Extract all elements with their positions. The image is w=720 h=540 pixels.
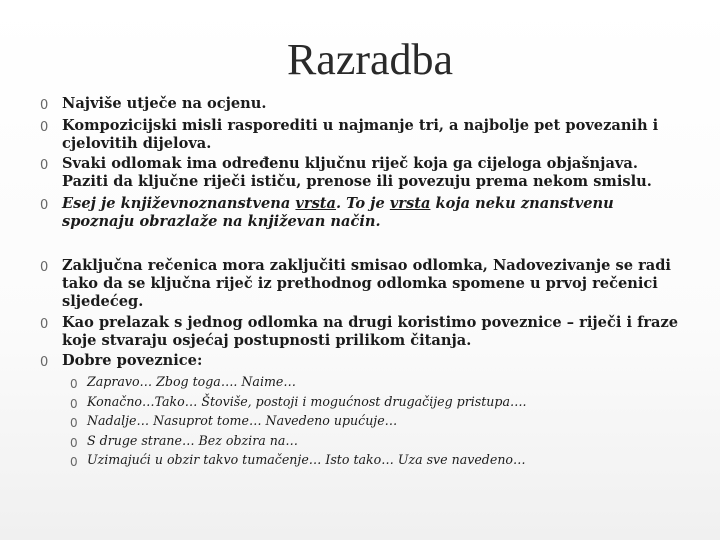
list-item-text: Nadalje… Nasuprot tome… Navedeno upućuje…: [87, 413, 398, 428]
bullet-marker: 0: [40, 260, 49, 275]
underlined-word: vrsta: [389, 195, 431, 212]
bullet-marker: 0: [40, 158, 49, 173]
bullet-marker: 0: [40, 317, 49, 332]
text-segment: koja neku znanstvenu spoznaju obrazlaže na književan način.: [62, 195, 614, 230]
list-item-text: Najviše utječe na ocjenu.: [62, 95, 267, 112]
list-item-text: Zaključna rečenica mora zaključiti smisao odlomka, Nadovezivanje se radi tako da se ključna riječ iz prethodnog odlomka spomene u prvoj rečenici sljedećeg.: [62, 257, 671, 310]
list-item-text: Svaki odlomak ima određenu ključnu riječ koja ga cijeloga objašnjava. Paziti da ključne riječi ističu, prenose ili povezuju prema nekom smislu.: [62, 155, 652, 190]
bullet-marker: 0: [70, 416, 78, 430]
list-item-text: Uzimajući u obzir takvo tumačenje… Isto tako… Uza sve navedeno…: [87, 452, 526, 467]
bullet-marker: 0: [70, 397, 78, 411]
bullet-marker: 0: [70, 436, 78, 450]
underlined-word: vrsta: [295, 195, 337, 212]
bullet-marker: 0: [40, 198, 49, 213]
bullet-marker: 0: [40, 355, 49, 370]
bullet-marker: 0: [40, 120, 49, 135]
bullet-marker: 0: [70, 377, 78, 391]
list-item-text: S druge strane… Bez obzira na…: [87, 433, 298, 448]
text-segment: . To je: [336, 195, 390, 212]
list-item-text: [62, 195, 682, 231]
text-segment: Esej je književnoznanstvena: [62, 195, 296, 212]
list-item-text: Kao prelazak s jednog odlomka na drugi koristimo poveznice – riječi i fraze koje stvaraju osjećaj postupnosti prilikom čitanja.: [62, 314, 679, 349]
list-item-text: Konačno…Tako… Štoviše, postoji i mogućnost drugačijeg pristupa….: [87, 394, 527, 409]
bullet-marker: 0: [70, 455, 78, 469]
slide-title: Razradba: [286, 35, 454, 84]
bullet-marker: 0: [40, 98, 49, 113]
list-item-text: Dobre poveznice:: [62, 352, 203, 369]
list-item-text: Zapravo… Zbog toga…. Naime…: [87, 374, 296, 389]
list-item-text: Kompozicijski misli rasporediti u najmanje tri, a najbolje pet povezanih i cjelovitih dijelova.: [62, 117, 659, 152]
